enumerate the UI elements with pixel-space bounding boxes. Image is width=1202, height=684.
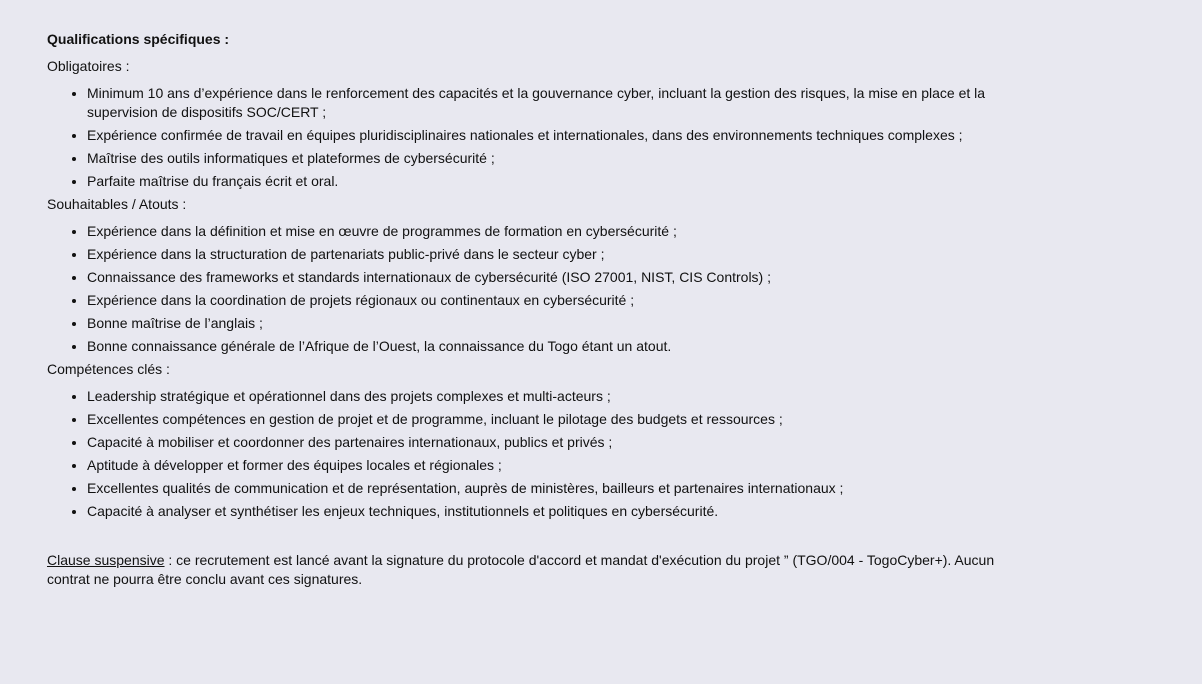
- document-body: [47, 30, 1027, 589]
- list-item: • Aptitude à développer et former des équipes locales et régionales ;: [87, 456, 1027, 475]
- list-item: • Connaissance des frameworks et standards internationaux de cybersécurité (ISO 27001, NIST, CIS Controls) ;: [87, 268, 1027, 287]
- section-label-souhaitables: Souhaitables / Atouts :: [47, 196, 187, 212]
- list-item: • Capacité à analyser et synthétiser les enjeux techniques, institutionnels et politiques en cybersécurité.: [87, 502, 1027, 521]
- list-item: • Expérience dans la coordination de projets régionaux ou continentaux en cybersécurité ;: [87, 291, 1027, 310]
- list-item: • Expérience dans la structuration de partenariats public-privé dans le secteur cyber ;: [87, 245, 1027, 264]
- clause-text: : ce recrutement est lancé avant la signature du protocole d'accord et mandat d'exécution du projet ” (TGO/004 - TogoCyber+). Aucun contrat ne pourra être conclu avant ces signatures.: [47, 552, 995, 587]
- list-item: • Leadership stratégique et opérationnel dans des projets complexes et multi-acteurs ;: [87, 387, 1027, 406]
- section-label-competences: Compétences clés :: [47, 361, 170, 377]
- list-item: • Capacité à mobiliser et coordonner des partenaires internationaux, publics et privés ;: [87, 433, 1027, 452]
- qualifications-heading: Qualifications spécifiques :: [47, 31, 230, 47]
- list-obligatoires: [47, 84, 1027, 191]
- list-item: • Excellentes compétences en gestion de projet et de programme, incluant le pilotage des budgets et ressources ;: [87, 410, 1027, 429]
- list-item: • Excellentes qualités de communication et de représentation, auprès de ministères, bailleurs et partenaires internationaux ;: [87, 479, 1027, 498]
- list-souhaitables: [47, 222, 1027, 356]
- list-competences: [47, 387, 1027, 521]
- list-item: • Expérience confirmée de travail en équipes pluridisciplinaires nationales et internationales, dans des environnements techniques complexes ;: [87, 126, 1027, 145]
- list-item: • Minimum 10 ans d’expérience dans le renforcement des capacités et la gouvernance cyber, incluant la gestion des risques, la mise en place et la supervision de dispositifs SOC/CERT ;: [87, 84, 1027, 122]
- list-item: • Maîtrise des outils informatiques et plateformes de cybersécurité ;: [87, 149, 1027, 168]
- list-item: • Expérience dans la définition et mise en œuvre de programmes de formation en cybersécurité ;: [87, 222, 1027, 241]
- clause-paragraph: [47, 551, 1027, 589]
- list-item: • Parfaite maîtrise du français écrit et oral.: [87, 172, 1027, 191]
- section-label-obligatoires: Obligatoires :: [47, 58, 130, 74]
- clause-label: Clause suspensive: [47, 552, 165, 568]
- list-item: • Bonne connaissance générale de l’Afrique de l’Ouest, la connaissance du Togo étant un atout.: [87, 337, 1027, 356]
- list-item: • Bonne maîtrise de l’anglais ;: [87, 314, 1027, 333]
